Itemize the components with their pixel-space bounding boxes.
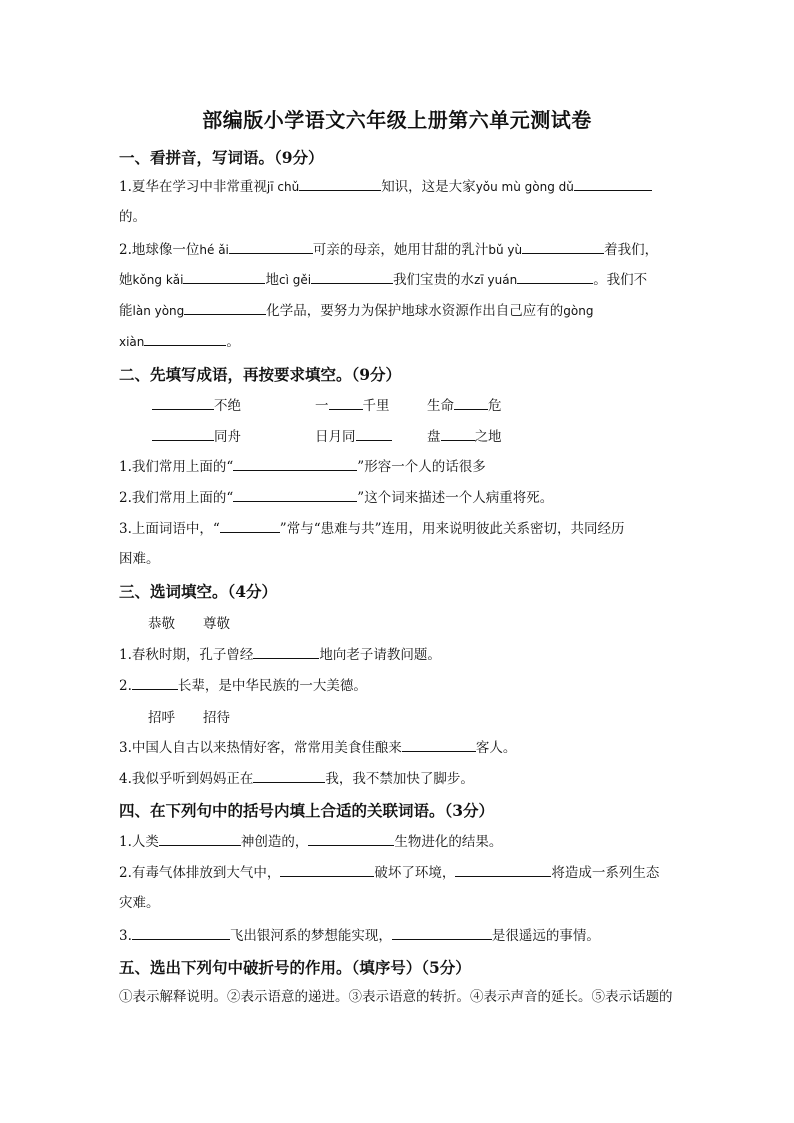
s2-q3-line1: 3.上面词语中，“ ”常与“患难与共”连用，用来说明彼此关系密切，共同经历 xyxy=(119,518,625,539)
section-3-heading: 三、选词填空。（4分） xyxy=(119,582,278,601)
answer-blank[interactable] xyxy=(152,426,214,441)
answer-blank[interactable] xyxy=(159,831,241,846)
answer-blank[interactable] xyxy=(308,831,394,846)
s1-q2-line2: 她kǒng kǎi 地cì gěi 我们宝贵的水zī yuán 。我们不 xyxy=(119,269,647,290)
answer-blank[interactable] xyxy=(402,737,476,752)
answer-blank[interactable] xyxy=(253,768,325,783)
answer-blank[interactable] xyxy=(574,176,652,191)
s1-q1-line1: 1.夏华在学习中非常重视jī chǔ 知识，这是大家yǒu mù gòng dǔ xyxy=(119,176,652,197)
s4-q1: 1.人类 神创造的， 生物进化的结果。 xyxy=(119,831,502,852)
pinyin-cigei: cì gěi xyxy=(278,273,312,287)
answer-blank[interactable] xyxy=(299,176,381,191)
answer-blank[interactable] xyxy=(152,395,214,410)
answer-blank[interactable] xyxy=(517,269,593,284)
answer-blank[interactable] xyxy=(184,300,266,315)
word-option-zhaohu: 招呼 xyxy=(148,710,175,726)
answer-blank[interactable] xyxy=(220,518,280,533)
word-option-gongjing: 恭敬 xyxy=(148,616,175,632)
s4-q3: 3. 飞出银河系的梦想能实现， 是很遥远的事情。 xyxy=(119,925,600,946)
pinyin-jichu: jī chǔ xyxy=(266,180,300,194)
s2-q3-line2: 困难。 xyxy=(119,551,160,567)
s3-q4: 4.我似乎听到妈妈正在 我，我不禁加快了脚步。 xyxy=(119,768,474,789)
pinyin-heai: hé ǎi xyxy=(199,243,229,257)
exam-title: 部编版小学语文六年级上册第六单元测试卷 xyxy=(202,108,592,132)
pinyin-lanyong: làn yòng xyxy=(132,304,185,318)
section-4-heading: 四、在下列句中的括号内填上合适的关联词语。（3分） xyxy=(119,801,495,820)
word-option-zunjing: 尊敬 xyxy=(203,616,230,632)
answer-blank[interactable] xyxy=(144,331,226,346)
answer-blank[interactable] xyxy=(280,862,374,877)
answer-blank[interactable] xyxy=(253,644,319,659)
answer-blank[interactable] xyxy=(356,426,392,441)
s1-q2-line1: 2.地球像一位hé ǎi 可亲的母亲，她用甘甜的乳汁bǔ yù 着我们， xyxy=(119,239,658,260)
answer-blank[interactable] xyxy=(132,675,178,690)
answer-blank[interactable] xyxy=(329,395,363,410)
answer-blank[interactable] xyxy=(132,925,230,940)
answer-blank[interactable] xyxy=(455,862,551,877)
s3-q3: 3.中国人自古以来热情好客，常常用美食佳酿来 客人。 xyxy=(119,737,516,758)
section-5-heading: 五、选出下列句中破折号的作用。（填序号）（5分） xyxy=(119,958,471,977)
idiom-1: 不绝 xyxy=(152,394,241,414)
answer-blank[interactable] xyxy=(392,925,492,940)
s1-q2-line3: 能làn yòng 化学品，要努力为保护地球水资源作出自己应有的gòng xyxy=(119,300,593,321)
idiom-2: 一 千里 xyxy=(315,394,390,414)
pinyin-youmugongdu: yǒu mù gòng dǔ xyxy=(475,180,574,194)
pinyin-ziyuan: zī yuán xyxy=(474,273,518,287)
section-2-heading: 二、先填写成语，再按要求填空。（9分） xyxy=(119,365,402,384)
answer-blank[interactable] xyxy=(441,426,475,441)
idiom-5: 日月同 xyxy=(315,425,392,445)
pinyin-kongkai: kǒng kǎi xyxy=(132,273,184,287)
answer-blank[interactable] xyxy=(233,487,357,502)
pinyin-buyu: bǔ yù xyxy=(488,243,523,257)
s3-q2: 2. 长辈，是中华民族的一大美德。 xyxy=(119,675,367,696)
s1-q1-line2: 的。 xyxy=(119,209,146,225)
s4-q2-line1: 2.有毒气体排放到大气中， 破坏了环境， 将造成一系列生态 xyxy=(119,862,659,883)
idiom-6: 盘 之地 xyxy=(427,425,502,445)
answer-blank[interactable] xyxy=(311,269,393,284)
answer-blank[interactable] xyxy=(454,395,488,410)
section-1-heading: 一、看拼音，写词语。（9分） xyxy=(119,148,324,167)
pinyin-xian: xiàn xyxy=(119,335,145,349)
s4-q2-line2: 灾难。 xyxy=(119,895,160,911)
idiom-4: 同舟 xyxy=(152,425,241,445)
answer-blank[interactable] xyxy=(183,269,265,284)
s5-options: ①表示解释说明。②表示语意的递进。③表示语意的转折。④表示声音的延长。⑤表示话题的 xyxy=(119,989,673,1005)
s1-q2-line4: xiàn 。 xyxy=(119,331,240,352)
s2-q2: 2.我们常用上面的“ ”这个词来描述一个人病重将死。 xyxy=(119,487,553,508)
s2-q1: 1.我们常用上面的“ ”形容一个人的话很多 xyxy=(119,456,486,477)
word-option-zhaodai: 招待 xyxy=(203,710,230,726)
answer-blank[interactable] xyxy=(229,239,313,254)
answer-blank[interactable] xyxy=(522,239,604,254)
pinyin-gong: gòng xyxy=(563,304,594,318)
idiom-3: 生命 危 xyxy=(427,394,502,414)
answer-blank[interactable] xyxy=(233,456,357,471)
s3-q1: 1.春秋时期，孔子曾经 地向老子请教问题。 xyxy=(119,644,441,665)
